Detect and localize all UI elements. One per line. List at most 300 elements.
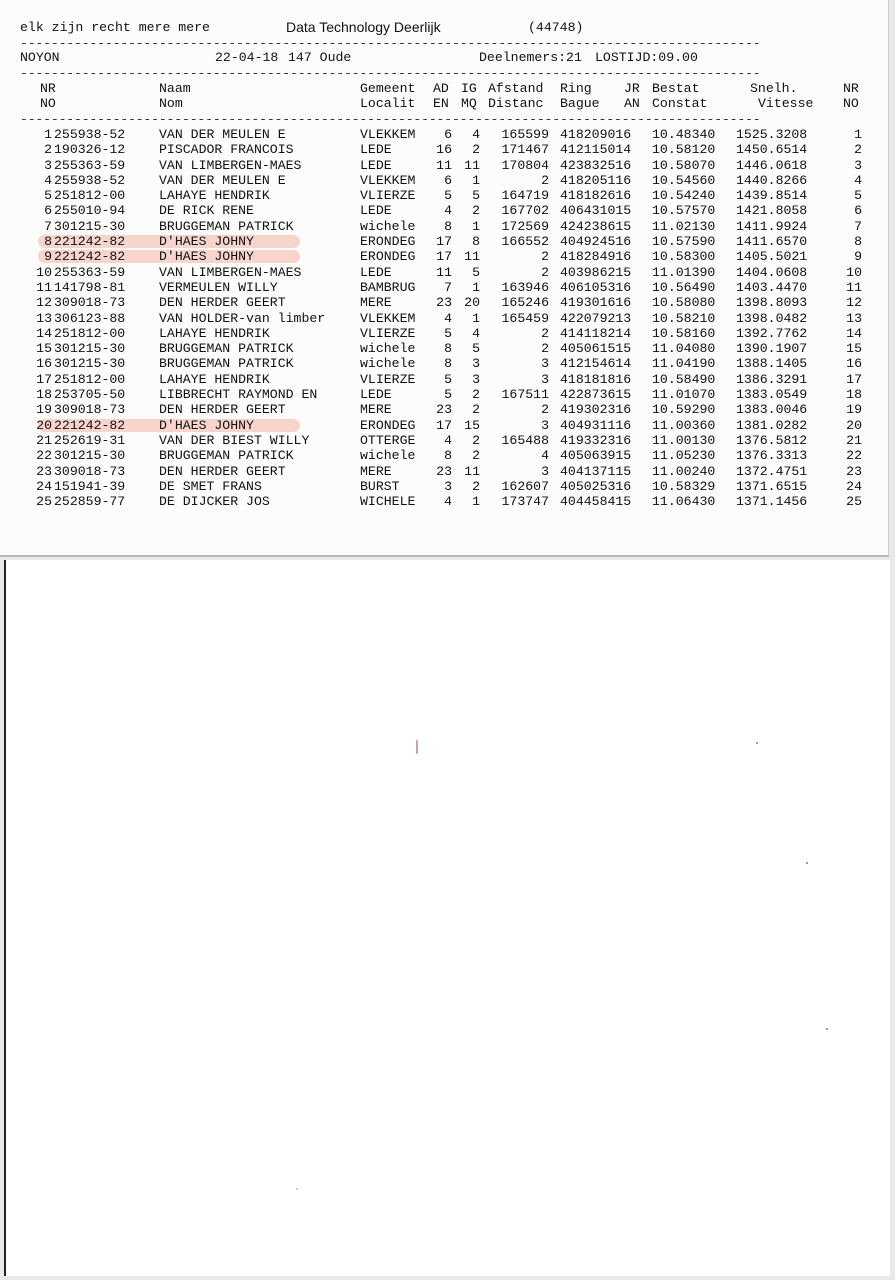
- cell-ad: 6: [444, 127, 452, 142]
- cell-name: DE DIJCKER JOS: [159, 494, 270, 510]
- cell-ring: 418181816: [560, 371, 632, 387]
- cell-name: D'HAES JOHNY: [159, 249, 254, 265]
- cell-time: 11.00240: [652, 463, 716, 479]
- cell-dist: 173747: [501, 494, 549, 510]
- cell-lic: 306123-88: [54, 310, 126, 326]
- table-row: [20, 280, 865, 295]
- cell-ad: 11: [436, 264, 452, 280]
- cell-nr: 24: [36, 478, 52, 494]
- cell-ig: 2: [472, 387, 480, 403]
- cell-town: LEDE: [360, 264, 392, 280]
- cell-nr: 15: [36, 341, 52, 357]
- cell-ad: 11: [436, 157, 452, 173]
- cell-speed: 1440.8266: [736, 172, 808, 188]
- company-name: Data Technology Deerlijk: [286, 19, 441, 35]
- cell-ig: 4: [472, 325, 480, 341]
- cell-ig: 5: [472, 188, 480, 204]
- cell-nr2: 16: [846, 356, 862, 372]
- cell-nr2: 13: [846, 310, 862, 326]
- divider: ------------------------------------------------------------------------------------------------: [20, 36, 761, 51]
- cell-time: 10.58120: [652, 142, 716, 158]
- cell-lic: 190326-12: [54, 142, 126, 158]
- cell-ig: 2: [472, 432, 480, 448]
- col-town-sub: Localit: [360, 96, 416, 111]
- cell-ring: 405061515: [560, 341, 632, 357]
- cell-ad: 23: [436, 463, 452, 479]
- cell-nr2: 5: [854, 188, 862, 204]
- col-ig-sub: MQ: [461, 96, 477, 111]
- cell-lic: 309018-73: [54, 295, 126, 311]
- cell-ig: 3: [472, 356, 480, 372]
- col-distance-sub: Distanc: [488, 96, 544, 111]
- divider: ------------------------------------------------------------------------------------------------: [20, 66, 761, 81]
- cell-dist: 2: [541, 402, 549, 418]
- col-name-sub: Nom: [159, 96, 183, 111]
- cell-ig: 11: [464, 157, 480, 173]
- cell-nr: 21: [36, 432, 52, 448]
- cell-time: 10.58070: [652, 157, 716, 173]
- cell-nr: 12: [36, 295, 52, 311]
- cell-dist: 4: [541, 448, 549, 464]
- col-speed-sub: Vitesse: [758, 96, 814, 111]
- cell-town: ERONDEG: [360, 234, 416, 250]
- cell-nr2: 9: [854, 249, 862, 265]
- cell-ring: 418209016: [560, 127, 632, 142]
- paper-speck: [826, 1028, 828, 1030]
- cell-nr2: 8: [854, 234, 862, 250]
- cell-nr2: 10: [846, 264, 862, 280]
- cell-speed: 1411.9924: [736, 218, 808, 234]
- cell-name: LAHAYE HENDRIK: [159, 325, 270, 341]
- cell-ig: 1: [472, 218, 480, 234]
- cell-ad: 8: [444, 448, 452, 464]
- cell-ring: 419332316: [560, 432, 632, 448]
- col-established: Bestat: [652, 81, 700, 96]
- cell-speed: 1398.8093: [736, 295, 808, 311]
- table-row: [20, 249, 865, 264]
- cell-ring: 422079213: [560, 310, 632, 326]
- cell-dist: 2: [541, 341, 549, 357]
- table-row: [20, 418, 865, 433]
- cell-name: BRUGGEMAN PATRICK: [159, 341, 294, 357]
- release-time: LOSTIJD:09.00: [595, 50, 698, 65]
- cell-lic: 301215-30: [54, 218, 126, 234]
- table-row: [20, 448, 865, 463]
- cell-ig: 1: [472, 494, 480, 510]
- paper-speck: [296, 1188, 298, 1190]
- cell-nr2: 23: [846, 463, 862, 479]
- cell-ig: 3: [472, 371, 480, 387]
- cell-nr: 3: [44, 157, 52, 173]
- col-speed: Snelh.: [750, 81, 798, 96]
- cell-ig: 2: [472, 402, 480, 418]
- cell-name: VAN DER MEULEN E: [159, 172, 286, 188]
- paper-speck: [416, 740, 418, 754]
- cell-nr2: 15: [846, 341, 862, 357]
- race-category: 147 Oude: [288, 50, 352, 65]
- cell-nr: 5: [44, 188, 52, 204]
- cell-speed: 1381.0282: [736, 417, 808, 433]
- cell-speed: 1383.0549: [736, 387, 808, 403]
- cell-name: BRUGGEMAN PATRICK: [159, 218, 294, 234]
- cell-town: BAMBRUG: [360, 279, 416, 295]
- results-table: [20, 127, 865, 509]
- cell-town: MERE: [360, 295, 392, 311]
- cell-ig: 2: [472, 448, 480, 464]
- cell-nr: 22: [36, 448, 52, 464]
- cell-dist: 3: [541, 463, 549, 479]
- table-row: [20, 173, 865, 188]
- cell-dist: 2: [541, 249, 549, 265]
- cell-nr: 16: [36, 356, 52, 372]
- cell-ad: 4: [444, 494, 452, 510]
- cell-lic: 301215-30: [54, 341, 126, 357]
- cell-ring: 419301616: [560, 295, 632, 311]
- cell-town: LEDE: [360, 142, 392, 158]
- cell-ig: 2: [472, 142, 480, 158]
- cell-town: ERONDEG: [360, 417, 416, 433]
- cell-ad: 5: [444, 371, 452, 387]
- cell-name: DE RICK RENE: [159, 203, 254, 219]
- cell-speed: 1386.3291: [736, 371, 808, 387]
- cell-lic: 301215-30: [54, 356, 126, 372]
- col-nr-end: NR: [843, 81, 859, 96]
- col-ad: AD: [433, 81, 449, 96]
- cell-speed: 1371.1456: [736, 494, 808, 510]
- paper-speck: [806, 862, 808, 864]
- col-nr-end-sub: NO: [843, 96, 859, 111]
- table-row: [20, 203, 865, 218]
- blank-page-area: [4, 560, 890, 1276]
- cell-name: LAHAYE HENDRIK: [159, 188, 270, 204]
- cell-ad: 6: [444, 172, 452, 188]
- cell-ad: 5: [444, 188, 452, 204]
- club-name: elk zijn recht mere mere: [20, 20, 210, 35]
- cell-name: DEN HERDER GEERT: [159, 402, 286, 418]
- cell-time: 10.56490: [652, 279, 716, 295]
- cell-time: 10.58329: [652, 478, 716, 494]
- col-jr: JR: [624, 81, 640, 96]
- cell-lic: 252619-31: [54, 432, 126, 448]
- cell-nr2: 7: [854, 218, 862, 234]
- cell-town: WICHELE: [360, 494, 416, 510]
- col-ring-sub: Bague: [560, 96, 600, 111]
- cell-nr: 4: [44, 172, 52, 188]
- cell-name: VERMEULEN WILLY: [159, 279, 278, 295]
- cell-ad: 4: [444, 432, 452, 448]
- cell-speed: 1376.3313: [736, 448, 808, 464]
- cell-lic: 252859-77: [54, 494, 126, 510]
- col-distance: Afstand: [488, 81, 544, 96]
- col-ring: Ring: [560, 81, 592, 96]
- cell-ad: 5: [444, 387, 452, 403]
- cell-dist: 163946: [501, 279, 549, 295]
- cell-speed: 1383.0046: [736, 402, 808, 418]
- cell-dist: 3: [541, 356, 549, 372]
- race-date: 22-04-18: [215, 50, 279, 65]
- cell-town: VLEKKEM: [360, 172, 416, 188]
- table-row: [20, 479, 865, 494]
- participants: Deelnemers:21: [479, 50, 582, 65]
- cell-ad: 8: [444, 356, 452, 372]
- cell-nr2: 2: [854, 142, 862, 158]
- cell-ad: 17: [436, 249, 452, 265]
- cell-lic: 301215-30: [54, 448, 126, 464]
- cell-time: 10.54240: [652, 188, 716, 204]
- cell-name: VAN LIMBERGEN-MAES: [159, 157, 302, 173]
- cell-nr: 25: [36, 494, 52, 510]
- cell-nr: 7: [44, 218, 52, 234]
- cell-lic: 309018-73: [54, 402, 126, 418]
- col-ad-sub: EN: [433, 96, 449, 111]
- table-row: [20, 127, 865, 142]
- cell-time: 11.04080: [652, 341, 716, 357]
- cell-ring: 422873615: [560, 387, 632, 403]
- cell-ad: 17: [436, 234, 452, 250]
- cell-lic: 255010-94: [54, 203, 126, 219]
- cell-town: LEDE: [360, 203, 392, 219]
- cell-speed: 1421.8058: [736, 203, 808, 219]
- cell-speed: 1405.5021: [736, 249, 808, 265]
- cell-town: wichele: [360, 356, 416, 372]
- cell-name: LIBBRECHT RAYMOND EN: [159, 387, 318, 403]
- cell-lic: 309018-73: [54, 463, 126, 479]
- cell-dist: 2: [541, 172, 549, 188]
- cell-name: VAN DER MEULEN E: [159, 127, 286, 142]
- cell-speed: 1403.4470: [736, 279, 808, 295]
- cell-dist: 165488: [501, 432, 549, 448]
- cell-dist: 167511: [501, 387, 549, 403]
- cell-nr2: 20: [846, 417, 862, 433]
- cell-name: DEN HERDER GEERT: [159, 295, 286, 311]
- cell-ring: 423832516: [560, 157, 632, 173]
- cell-time: 10.57590: [652, 234, 716, 250]
- cell-dist: 3: [541, 371, 549, 387]
- cell-ring: 403986215: [560, 264, 632, 280]
- cell-town: wichele: [360, 448, 416, 464]
- table-row: [20, 142, 865, 157]
- cell-speed: 1376.5812: [736, 432, 808, 448]
- cell-speed: 1372.4751: [736, 463, 808, 479]
- cell-nr: 20: [36, 417, 52, 433]
- cell-dist: 2: [541, 264, 549, 280]
- cell-speed: 1404.0608: [736, 264, 808, 280]
- cell-ig: 1: [472, 279, 480, 295]
- race-place: NOYON: [20, 50, 60, 65]
- paper-speck: [756, 742, 758, 744]
- cell-lic: 255938-52: [54, 127, 126, 142]
- cell-time: 11.05230: [652, 448, 716, 464]
- cell-ig: 1: [472, 310, 480, 326]
- col-ig: IG: [461, 81, 477, 96]
- table-row: [20, 494, 865, 509]
- cell-ad: 3: [444, 478, 452, 494]
- cell-nr2: 1: [854, 127, 862, 142]
- company-code: (44748): [528, 20, 584, 35]
- cell-town: BURST: [360, 478, 400, 494]
- col-jr-sub: AN: [624, 96, 640, 111]
- cell-ad: 8: [444, 341, 452, 357]
- cell-nr: 14: [36, 325, 52, 341]
- cell-dist: 162607: [501, 478, 549, 494]
- cell-lic: 141798-81: [54, 279, 126, 295]
- cell-town: VLEKKEM: [360, 310, 416, 326]
- cell-speed: 1525.3208: [736, 127, 808, 142]
- cell-nr: 13: [36, 310, 52, 326]
- cell-nr2: 25: [846, 494, 862, 510]
- cell-name: VAN LIMBERGEN-MAES: [159, 264, 302, 280]
- col-nr-sub: NO: [40, 96, 56, 111]
- cell-lic: 221242-82: [54, 234, 126, 250]
- cell-nr: 10: [36, 264, 52, 280]
- cell-speed: 1398.0482: [736, 310, 808, 326]
- cell-ig: 5: [472, 341, 480, 357]
- cell-nr: 8: [44, 234, 52, 250]
- cell-lic: 151941-39: [54, 478, 126, 494]
- cell-town: VLIERZE: [360, 188, 416, 204]
- table-row: [20, 311, 865, 326]
- cell-time: 11.00360: [652, 417, 716, 433]
- cell-time: 10.58300: [652, 249, 716, 265]
- table-row: [20, 188, 865, 203]
- col-nr: NR: [40, 81, 56, 96]
- cell-nr: 11: [36, 279, 52, 295]
- table-row: [20, 265, 865, 280]
- cell-ring: 418182616: [560, 188, 632, 204]
- cell-dist: 171467: [501, 142, 549, 158]
- cell-ig: 4: [472, 127, 480, 142]
- cell-ad: 16: [436, 142, 452, 158]
- results-sheet: [0, 0, 889, 557]
- cell-dist: 166552: [501, 234, 549, 250]
- cell-name: LAHAYE HENDRIK: [159, 371, 270, 387]
- cell-time: 10.58210: [652, 310, 716, 326]
- cell-dist: 172569: [501, 218, 549, 234]
- cell-ring: 424238615: [560, 218, 632, 234]
- cell-time: 10.48340: [652, 127, 716, 142]
- cell-ring: 412154614: [560, 356, 632, 372]
- cell-ad: 8: [444, 218, 452, 234]
- cell-nr: 9: [44, 249, 52, 265]
- cell-lic: 221242-82: [54, 417, 126, 433]
- cell-lic: 253705-50: [54, 387, 126, 403]
- table-row: [20, 433, 865, 448]
- cell-name: D'HAES JOHNY: [159, 234, 254, 250]
- cell-ring: 418284916: [560, 249, 632, 265]
- cell-ring: 412115014: [560, 142, 632, 158]
- cell-ig: 1: [472, 172, 480, 188]
- cell-lic: 255938-52: [54, 172, 126, 188]
- cell-time: 10.59290: [652, 402, 716, 418]
- table-row: [20, 158, 865, 173]
- table-row: [20, 234, 865, 249]
- cell-ig: 2: [472, 478, 480, 494]
- cell-ig: 8: [472, 234, 480, 250]
- table-row: [20, 372, 865, 387]
- cell-ring: 405025316: [560, 478, 632, 494]
- cell-speed: 1450.6514: [736, 142, 808, 158]
- cell-town: LEDE: [360, 387, 392, 403]
- cell-name: DEN HERDER GEERT: [159, 463, 286, 479]
- cell-town: VLEKKEM: [360, 127, 416, 142]
- cell-ring: 404137115: [560, 463, 632, 479]
- cell-ig: 11: [464, 463, 480, 479]
- table-row: [20, 356, 865, 371]
- cell-ig: 15: [464, 417, 480, 433]
- cell-nr2: 22: [846, 448, 862, 464]
- cell-ring: 404924516: [560, 234, 632, 250]
- cell-name: DE SMET FRANS: [159, 478, 262, 494]
- cell-time: 10.57570: [652, 203, 716, 219]
- cell-ring: 406105316: [560, 279, 632, 295]
- divider: ------------------------------------------------------------------------------------------------: [20, 112, 761, 127]
- cell-town: VLIERZE: [360, 371, 416, 387]
- cell-speed: 1390.1907: [736, 341, 808, 357]
- cell-name: VAN HOLDER-van limber: [159, 310, 326, 326]
- cell-nr2: 21: [846, 432, 862, 448]
- cell-speed: 1388.1405: [736, 356, 808, 372]
- cell-dist: 3: [541, 417, 549, 433]
- cell-lic: 251812-00: [54, 188, 126, 204]
- cell-nr2: 18: [846, 387, 862, 403]
- cell-ring: 404931116: [560, 417, 632, 433]
- cell-lic: 221242-82: [54, 249, 126, 265]
- cell-time: 11.04190: [652, 356, 716, 372]
- cell-town: MERE: [360, 463, 392, 479]
- cell-nr: 17: [36, 371, 52, 387]
- cell-town: VLIERZE: [360, 325, 416, 341]
- cell-name: VAN DER BIEST WILLY: [159, 432, 310, 448]
- table-row: [20, 387, 865, 402]
- cell-nr: 1: [44, 127, 52, 142]
- cell-town: ERONDEG: [360, 249, 416, 265]
- col-name: Naam: [159, 81, 191, 96]
- cell-dist: 165459: [501, 310, 549, 326]
- cell-ring: 405063915: [560, 448, 632, 464]
- cell-ad: 4: [444, 203, 452, 219]
- cell-dist: 165599: [501, 127, 549, 142]
- cell-time: 11.02130: [652, 218, 716, 234]
- cell-ig: 5: [472, 264, 480, 280]
- cell-nr: 18: [36, 387, 52, 403]
- cell-speed: 1446.0618: [736, 157, 808, 173]
- cell-ad: 23: [436, 295, 452, 311]
- cell-nr2: 14: [846, 325, 862, 341]
- cell-ig: 2: [472, 203, 480, 219]
- cell-nr: 6: [44, 203, 52, 219]
- cell-ad: 23: [436, 402, 452, 418]
- cell-speed: 1411.6570: [736, 234, 808, 250]
- cell-ring: 419302316: [560, 402, 632, 418]
- cell-nr2: 17: [846, 371, 862, 387]
- cell-town: wichele: [360, 218, 416, 234]
- cell-time: 11.01070: [652, 387, 716, 403]
- cell-lic: 251812-00: [54, 371, 126, 387]
- cell-speed: 1371.6515: [736, 478, 808, 494]
- cell-ring: 414118214: [560, 325, 632, 341]
- cell-nr2: 24: [846, 478, 862, 494]
- cell-name: BRUGGEMAN PATRICK: [159, 356, 294, 372]
- col-town: Gemeent: [360, 81, 416, 96]
- cell-time: 10.58490: [652, 371, 716, 387]
- cell-ig: 11: [464, 249, 480, 265]
- cell-nr2: 19: [846, 402, 862, 418]
- cell-ad: 7: [444, 279, 452, 295]
- table-row: [20, 464, 865, 479]
- table-row: [20, 295, 865, 310]
- cell-time: 10.58160: [652, 325, 716, 341]
- cell-town: MERE: [360, 402, 392, 418]
